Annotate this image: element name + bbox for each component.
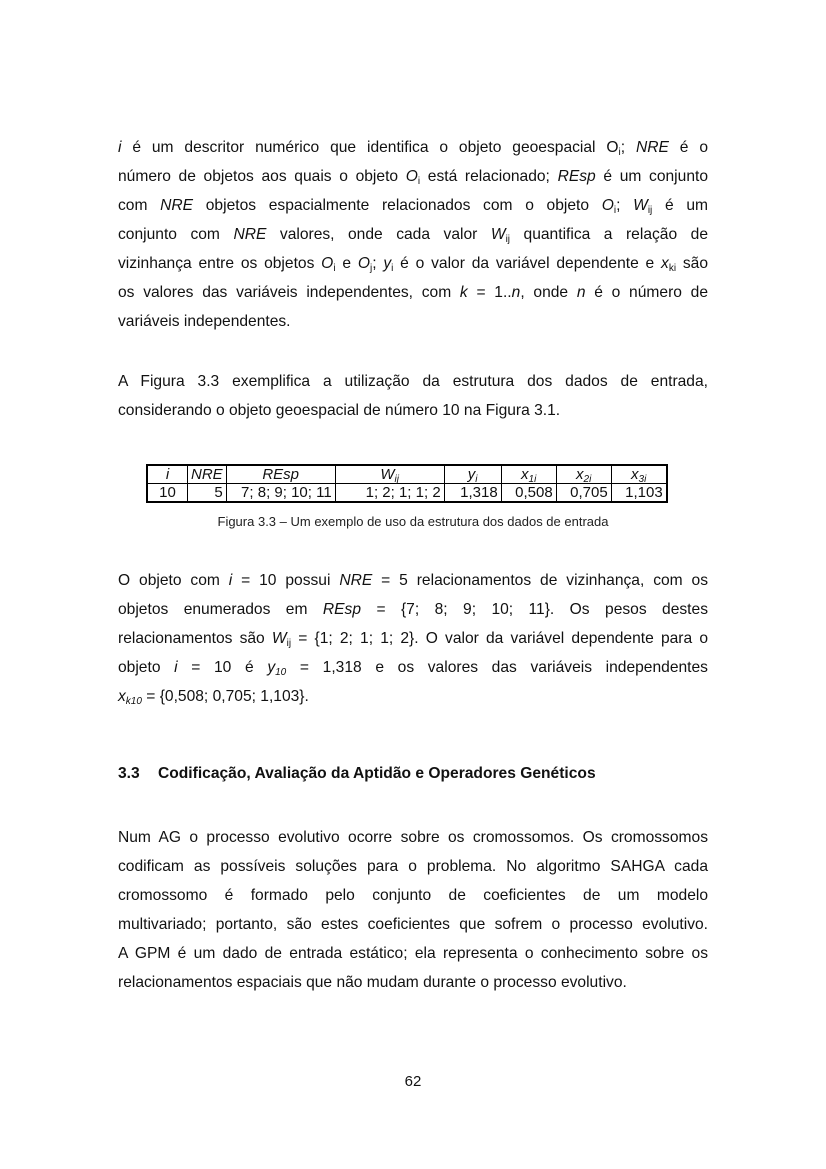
var-n: n	[576, 284, 586, 301]
subscript: i	[333, 263, 336, 274]
var-w: W	[490, 226, 506, 243]
text-line: variáveis independentes.	[118, 313, 291, 330]
text-line: Num AG o processo evolutivo ocorre sobre os cromossomos. Os cromossomos	[118, 829, 708, 846]
page-number: 62	[404, 1073, 422, 1090]
var-i: i	[118, 139, 122, 156]
text-line: relacionamentos espaciais que não mudam durante o processo evolutivo.	[118, 974, 627, 991]
header-nre: NRE	[188, 465, 227, 484]
subscript: i	[417, 176, 421, 187]
header-i: i	[147, 465, 188, 484]
text: é um descritor numérico que identifica o objeto geoespacial O	[121, 139, 619, 156]
paragraph-descriptor-definition	[118, 133, 708, 336]
data-structure-table	[146, 464, 668, 503]
text-line: objeto i = 10 é $y_{10} = 1,318$ e os valores das variáveis independentes	[118, 659, 708, 678]
figure-caption	[0, 514, 826, 529]
subscript: i	[391, 263, 394, 274]
text: = 1..	[467, 284, 512, 301]
text-line: codificam as possíveis soluções para o problema. No algoritmo SAHGA cada	[118, 858, 708, 875]
text-line: objetos enumerados em REsp = {7; 8; 9; 10; 11}. Os pesos destes	[118, 601, 708, 618]
text: ;	[616, 197, 634, 214]
subscript: ij	[505, 234, 511, 245]
text: objetos espacialmente relacionados com o objeto	[193, 197, 602, 214]
text: quantifica a relação de	[510, 226, 708, 243]
text-line	[118, 162, 708, 191]
text: são	[676, 255, 708, 272]
text-line	[118, 278, 708, 307]
header-w: $W_{ij}$	[335, 465, 444, 484]
section-title: Codificação, Avaliação da Aptidão e Operadores Genéticos	[158, 765, 596, 782]
var-nre: NRE	[635, 139, 669, 156]
text-line	[118, 249, 708, 278]
text: valores, onde cada valor	[266, 226, 491, 243]
text-line: relacionamentos são $W_{ij} = \{1$; 2; 1; 1; 2}. O valor da variável dependente para o	[118, 630, 708, 649]
text: está relacionado;	[420, 168, 558, 185]
text: é um	[652, 197, 708, 214]
text: é o número de	[585, 284, 709, 301]
cell-nre: 5	[188, 484, 227, 503]
text: com	[118, 197, 161, 214]
var-y: y	[383, 255, 392, 272]
var-nre: NRE	[160, 197, 194, 214]
paragraph-figure-reference	[118, 367, 708, 425]
text: é um conjunto	[595, 168, 708, 185]
var-o: O	[357, 255, 370, 272]
var-n: n	[511, 284, 521, 301]
header-y: $y_i$	[444, 465, 501, 484]
header-resp: REsp	[226, 465, 335, 484]
cell-x2: 0,705	[556, 484, 611, 503]
text: os valores das variáveis independentes, com	[118, 284, 460, 301]
text: número de objetos aos quais o objeto	[118, 168, 406, 185]
var-o: O	[321, 255, 334, 272]
var-w: W	[633, 197, 648, 214]
cell-w: 1; 2; 1; 1; 2	[335, 484, 444, 503]
cell-resp: 7; 8; 9; 10; 11	[226, 484, 335, 503]
var-k: k	[459, 284, 468, 301]
table-header-row	[147, 465, 667, 484]
table	[146, 464, 668, 503]
caption-prefix: Figura 3.3 –	[217, 514, 291, 529]
var-x: x	[661, 255, 669, 272]
paragraph-chromosomes	[118, 823, 708, 997]
text-line	[118, 191, 708, 220]
text-line: A Figura 3.3 exemplifica a utilização da estrutura dos dados de entrada,	[118, 373, 708, 390]
text: é o valor da variável dependente e	[393, 255, 662, 272]
header-x1: $x_{1i}$	[501, 465, 556, 484]
text: e	[335, 255, 358, 272]
header-x3: $x_{3i}$	[611, 465, 667, 484]
var-resp: REsp	[557, 168, 596, 185]
header-x2: $x_{2i}$	[556, 465, 611, 484]
section-number: 3.3	[118, 765, 140, 782]
text-line: multivariado; portanto, são estes coeficientes que sofrem o processo evolutivo.	[118, 916, 708, 933]
var-o: O	[601, 197, 614, 214]
text-line: cromossomo é formado pelo conjunto de coeficientes de um modelo	[118, 887, 708, 904]
text: ;	[620, 139, 636, 156]
var-o: O	[405, 168, 418, 185]
text-line: considerando o objeto geoespacial de número 10 na Figura 3.1.	[118, 402, 561, 419]
cell-x3: 1,103	[611, 484, 667, 503]
text: , onde	[520, 284, 577, 301]
table-row	[147, 484, 667, 503]
subscript: i	[613, 205, 617, 216]
text: é o	[668, 139, 709, 156]
paragraph-example	[118, 566, 708, 711]
section-heading	[118, 765, 596, 783]
cell-y: 1,318	[444, 484, 501, 503]
caption-text: Um exemplo de uso da estrutura dos dados de entrada	[290, 514, 609, 529]
text: ;	[372, 255, 384, 272]
text: conjunto com	[118, 226, 234, 243]
text-line: A GPM é um dado de entrada estático; ela representa o conhecimento sobre os	[118, 945, 708, 962]
cell-x1: 0,508	[501, 484, 556, 503]
text-line: $x_{k10} = \{0,508$; 0,705; 1,103}.	[118, 688, 309, 707]
subscript: ij	[647, 205, 653, 216]
subscript: i	[618, 147, 621, 158]
text-line	[118, 220, 708, 249]
var-nre: NRE	[233, 226, 267, 243]
text-line	[118, 133, 708, 162]
subscript: ki	[668, 263, 677, 274]
cell-i: 10	[147, 484, 188, 503]
text: vizinhança entre os objetos	[118, 255, 322, 272]
subscript: j	[369, 263, 373, 274]
text-line: O objeto com i = 10 possui NRE = 5 relacionamentos de vizinhança, com os	[118, 572, 709, 589]
